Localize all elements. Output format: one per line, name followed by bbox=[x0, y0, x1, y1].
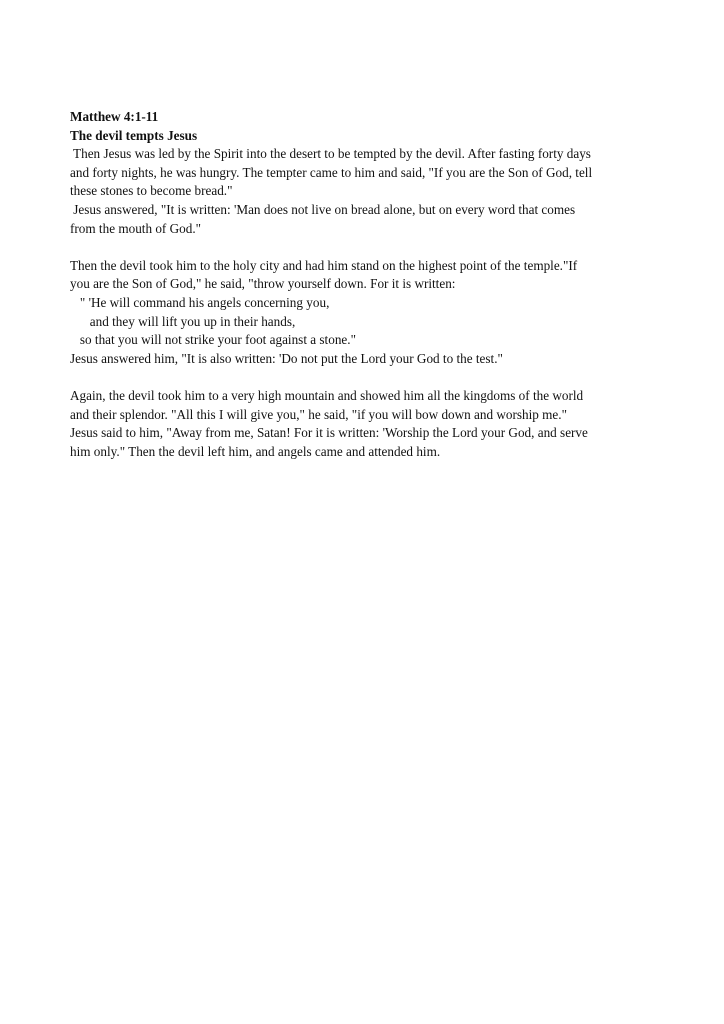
paragraph-spacer bbox=[70, 238, 660, 257]
scripture-reference: Matthew 4:1-11 bbox=[70, 109, 159, 124]
text-line: Then the devil took him to the holy city and had him stand on the highest point of the temple."If bbox=[70, 257, 578, 273]
text-line: and their splendor. "All this I will give you," he said, "if you will bow down and worship me." bbox=[70, 406, 567, 422]
paragraph-3 bbox=[70, 387, 660, 461]
text-line: these stones to become bread." bbox=[70, 183, 233, 199]
document-body bbox=[70, 108, 660, 461]
paragraph-2 bbox=[70, 257, 660, 369]
text-line: Jesus answered, "It is written: 'Man does not live on bread alone, but on every word that comes bbox=[70, 201, 576, 217]
text-line: Jesus answered him, "It is also written: 'Do not put the Lord your God to the test." bbox=[70, 350, 503, 366]
quote-line: and they will lift you up in their hands, bbox=[70, 313, 296, 329]
text-line: from the mouth of God." bbox=[70, 220, 202, 236]
text-line: Again, the devil took him to a very high mountain and showed him all the kingdoms of the world bbox=[70, 387, 584, 403]
passage-title: The devil tempts Jesus bbox=[70, 127, 198, 143]
quote-line: " 'He will command his angels concerning you, bbox=[70, 294, 330, 310]
text-line: and forty nights, he was hungry. The tempter came to him and said, "If you are the Son of God, tell bbox=[70, 164, 593, 180]
text-line: Jesus said to him, "Away from me, Satan! For it is written: 'Worship the Lord your God, and serve bbox=[70, 425, 588, 441]
quote-line: so that you will not strike your foot against a stone." bbox=[70, 332, 356, 348]
paragraph-spacer bbox=[70, 368, 660, 387]
text-line: him only." Then the devil left him, and angels came and attended him. bbox=[70, 443, 441, 459]
text-line: you are the Son of God," he said, "throw yourself down. For it is written: bbox=[70, 276, 456, 292]
paragraph-1 bbox=[70, 145, 660, 238]
text-line: Then Jesus was led by the Spirit into the desert to be tempted by the devil. After fasting forty days bbox=[70, 146, 591, 162]
